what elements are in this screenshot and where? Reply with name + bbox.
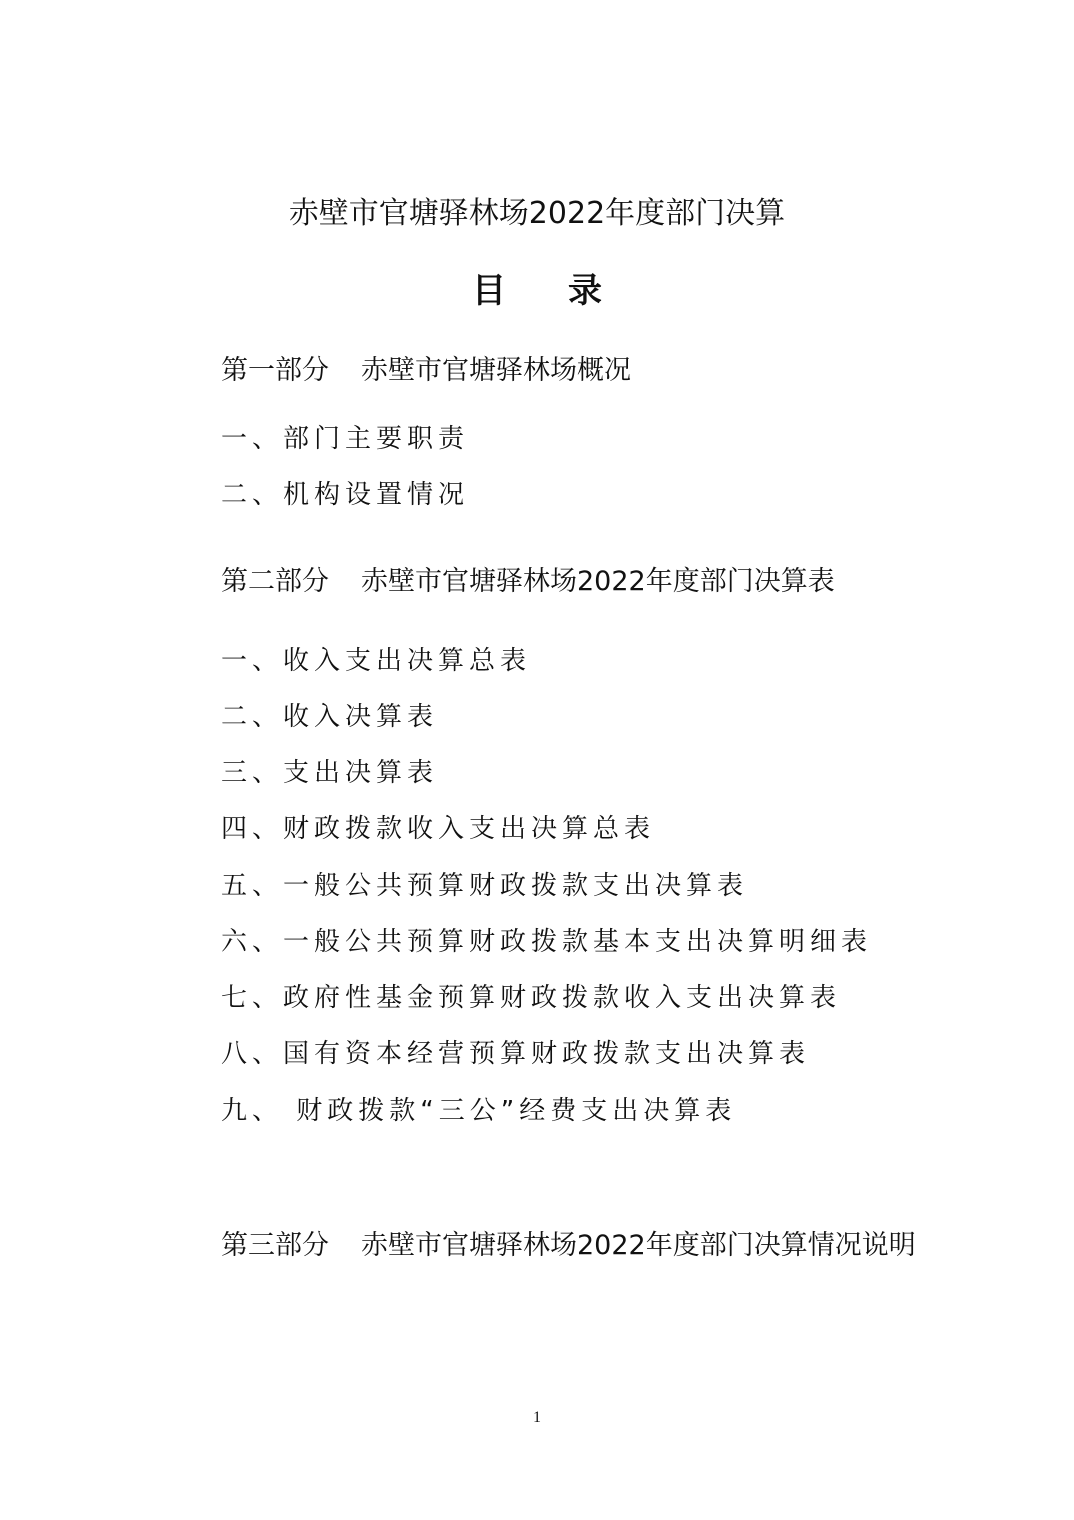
- toc-item: 一、收入支出决算总表: [221, 646, 532, 676]
- toc-item: 三、支出决算表: [221, 758, 439, 788]
- toc-item: 九、 财政拨款“三公”经费支出决算表: [221, 1096, 737, 1126]
- toc-item: 二、机构设置情况: [221, 480, 470, 510]
- part-1-title: 赤壁市官塘驿林场概况: [361, 355, 631, 386]
- toc-item: 五、一般公共预算财政拨款支出决算表: [221, 871, 749, 901]
- page-number: 1: [533, 1409, 541, 1426]
- part-2-title: 赤壁市官塘驿林场2022年度部门决算表: [361, 566, 835, 597]
- part-1-label: 第一部分: [221, 355, 329, 386]
- part-3-label: 第三部分: [221, 1230, 329, 1261]
- toc-item: 八、国有资本经营预算财政拨款支出决算表: [221, 1039, 811, 1069]
- toc-item: 一、部门主要职责: [221, 424, 470, 454]
- part-3-heading: [221, 1218, 951, 1274]
- toc-item: 四、财政拨款收入支出决算总表: [221, 814, 656, 844]
- toc-item: 二、收入决算表: [221, 702, 439, 732]
- part-1-heading: [221, 351, 631, 391]
- part-2-label: 第二部分: [221, 566, 329, 597]
- toc-item: 七、政府性基金预算财政拨款收入支出决算表: [221, 983, 842, 1013]
- toc-item: 六、一般公共预算财政拨款基本支出决算明细表: [221, 927, 873, 957]
- part-3-title: 赤壁市官塘驿林场2022年度部门决算情况说明: [361, 1230, 916, 1261]
- toc-heading: 目录: [472, 271, 664, 311]
- part-2-heading: [221, 562, 835, 602]
- document-title: 赤壁市官塘驿林场2022年度部门决算: [288, 196, 786, 231]
